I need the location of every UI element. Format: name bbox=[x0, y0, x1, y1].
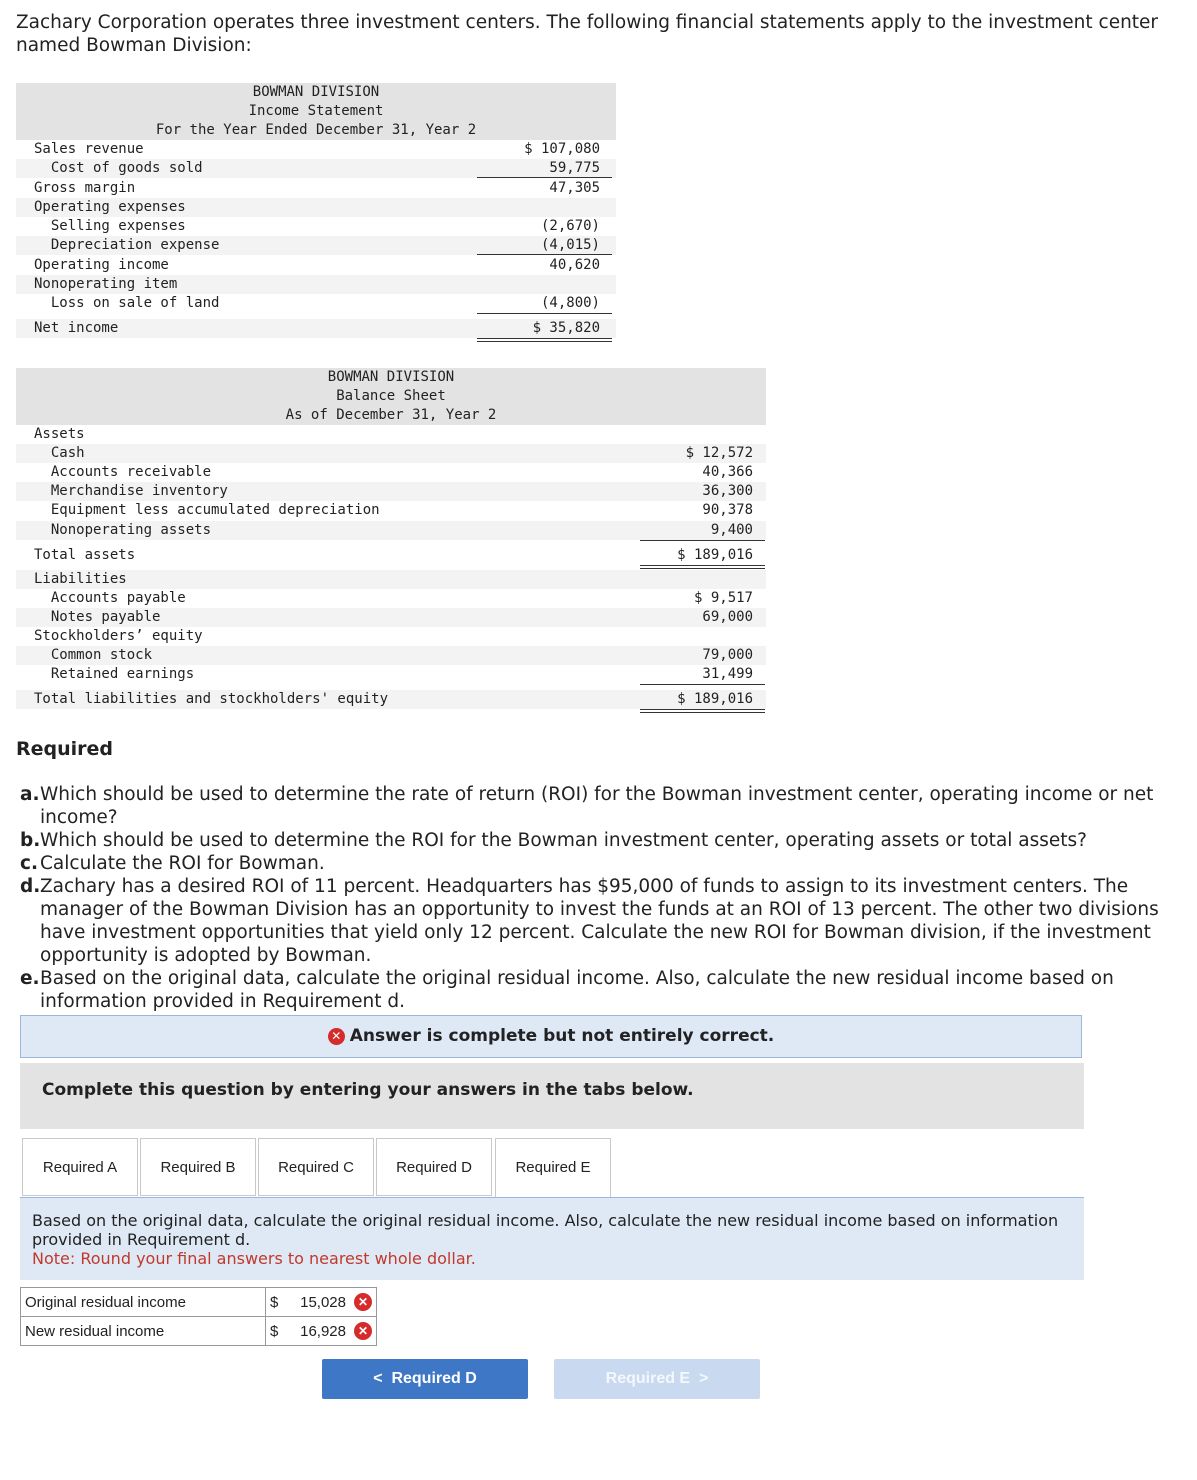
statement-label: Stockholders’ equity bbox=[34, 628, 203, 644]
chevron-right-icon: > bbox=[699, 1370, 709, 1387]
statement-label: Selling expenses bbox=[34, 218, 186, 234]
underline bbox=[640, 684, 765, 685]
double-underline bbox=[640, 709, 765, 713]
previous-required-d-button[interactable] bbox=[322, 1359, 528, 1399]
tab-required-b[interactable]: Required B bbox=[140, 1138, 256, 1196]
statement-label: Equipment less accumulated depreciation bbox=[34, 502, 380, 518]
chevron-left-icon: < bbox=[373, 1370, 383, 1387]
statement-label: Operating income bbox=[34, 257, 169, 273]
required-text: Which should be used to determine the ROI for the Bowman investment center, operating assets or total assets? bbox=[40, 830, 1088, 851]
statement-label: Retained earnings bbox=[34, 666, 195, 682]
answer-value: 15,028 bbox=[300, 1294, 346, 1311]
next-required-e-button[interactable] bbox=[554, 1359, 760, 1399]
statement-label: Cash bbox=[34, 445, 85, 461]
required-letter: d. bbox=[20, 876, 41, 897]
income-statement-period: For the Year Ended December 31, Year 2 bbox=[155, 122, 477, 138]
double-underline bbox=[477, 338, 612, 342]
statement-value: 69,000 bbox=[702, 609, 753, 625]
statement-label: Accounts payable bbox=[34, 590, 186, 606]
table-row bbox=[21, 1288, 377, 1317]
required-list bbox=[20, 783, 1170, 1013]
statement-row bbox=[16, 627, 766, 646]
double-underline bbox=[640, 565, 765, 569]
statement-row bbox=[16, 256, 616, 275]
statement-row bbox=[16, 159, 616, 178]
error-icon: ✕ bbox=[328, 1028, 345, 1045]
statement-label: Loss on sale of land bbox=[34, 295, 220, 311]
balance-sheet-period: As of December 31, Year 2 bbox=[285, 407, 497, 423]
balance-sheet-header bbox=[16, 368, 766, 425]
currency-symbol: $ bbox=[270, 1294, 279, 1311]
statement-value: $ 35,820 bbox=[532, 320, 600, 336]
tab-required-e[interactable]: Required E bbox=[495, 1138, 611, 1198]
statement-label: Merchandise inventory bbox=[34, 483, 228, 499]
answer-status-text: Answer is complete but not entirely correct. bbox=[349, 1026, 775, 1046]
new-residual-income-input[interactable] bbox=[266, 1317, 377, 1346]
statement-row bbox=[16, 217, 616, 236]
statement-label: Total liabilities and stockholders' equity bbox=[34, 691, 389, 707]
statement-label: Nonoperating assets bbox=[34, 522, 212, 538]
next-button-label: Required E bbox=[605, 1370, 691, 1387]
statement-row bbox=[16, 463, 766, 482]
intro-text: Zachary Corporation operates three investment centers. The following financial statements apply to the investment center named Bowman Division: bbox=[16, 12, 1159, 56]
statement-row bbox=[16, 589, 766, 608]
statement-value: 9,400 bbox=[710, 522, 753, 538]
statement-row bbox=[16, 665, 766, 684]
statement-value: $ 9,517 bbox=[693, 590, 753, 606]
statement-value: (4,015) bbox=[540, 237, 600, 253]
required-text: Which should be used to determine the rate of return (ROI) for the Bowman investment center, operating income or net income? bbox=[40, 784, 1154, 828]
required-item-b bbox=[20, 829, 1170, 852]
statement-label: Accounts receivable bbox=[34, 464, 212, 480]
statement-row bbox=[16, 482, 766, 501]
statement-row bbox=[16, 236, 616, 255]
tab-required-d[interactable]: Required D bbox=[376, 1138, 492, 1196]
statement-row bbox=[16, 140, 616, 159]
income-statement-header bbox=[16, 83, 616, 140]
statement-row bbox=[16, 198, 616, 217]
underline bbox=[477, 313, 612, 314]
statement-row bbox=[16, 444, 766, 463]
statement-value: 79,000 bbox=[702, 647, 753, 663]
statement-row bbox=[16, 319, 616, 338]
statement-row bbox=[16, 294, 616, 313]
table-row bbox=[21, 1317, 377, 1346]
required-item-c bbox=[20, 852, 1170, 875]
statement-label: Net income bbox=[34, 320, 119, 336]
statement-row bbox=[16, 425, 766, 444]
statement-value: 40,366 bbox=[702, 464, 753, 480]
underline bbox=[477, 177, 612, 178]
statement-label: Liabilities bbox=[34, 571, 127, 587]
statement-label: Cost of goods sold bbox=[34, 160, 203, 176]
statement-value: $ 189,016 bbox=[677, 547, 753, 563]
statement-row bbox=[16, 179, 616, 198]
statement-value: (2,670) bbox=[540, 218, 600, 234]
prev-button-label: Required D bbox=[391, 1370, 477, 1387]
incorrect-icon: ✕ bbox=[354, 1322, 372, 1340]
statement-value: 40,620 bbox=[549, 257, 600, 273]
statement-value: 90,378 bbox=[702, 502, 753, 518]
statement-value: 59,775 bbox=[549, 160, 600, 176]
statement-value: $ 12,572 bbox=[685, 445, 753, 461]
statement-label: Nonoperating item bbox=[34, 276, 178, 292]
required-heading: Required bbox=[16, 738, 114, 760]
currency-symbol: $ bbox=[270, 1323, 279, 1340]
statement-label: Sales revenue bbox=[34, 141, 144, 157]
statement-row bbox=[16, 608, 766, 627]
answer-label: New residual income bbox=[21, 1317, 266, 1346]
incorrect-icon: ✕ bbox=[354, 1293, 372, 1311]
statement-row bbox=[16, 546, 766, 565]
required-text: Based on the original data, calculate the original residual income. Also, calculate the new residual income based on information provided in Requirement d. bbox=[40, 968, 1114, 1012]
statement-row bbox=[16, 570, 766, 589]
required-item-a bbox=[20, 783, 1170, 829]
answer-table bbox=[20, 1287, 377, 1346]
statement-label: Operating expenses bbox=[34, 199, 186, 215]
required-letter: b. bbox=[20, 830, 41, 851]
statement-value: 36,300 bbox=[702, 483, 753, 499]
statement-row bbox=[16, 521, 766, 540]
balance-sheet-title: BOWMAN DIVISION bbox=[327, 369, 455, 385]
required-letter: a. bbox=[20, 784, 40, 805]
statement-row bbox=[16, 690, 766, 709]
instructions-text: Based on the original data, calculate the original residual income. Also, calculate the new residual income based on information provided in Requirement d. bbox=[32, 1211, 1059, 1249]
original-residual-income-input[interactable] bbox=[266, 1288, 377, 1317]
answer-label: Original residual income bbox=[21, 1288, 266, 1317]
statement-row bbox=[16, 501, 766, 520]
statement-label: Common stock bbox=[34, 647, 153, 663]
balance-sheet-subtitle: Balance Sheet bbox=[336, 388, 446, 404]
statement-row bbox=[16, 275, 616, 294]
required-item-e bbox=[20, 967, 1170, 1013]
statement-label: Total assets bbox=[34, 547, 136, 563]
underline bbox=[640, 540, 765, 541]
statement-label: Notes payable bbox=[34, 609, 161, 625]
required-letter: c. bbox=[20, 853, 38, 874]
statement-label: Assets bbox=[34, 426, 85, 442]
required-text: Zachary has a desired ROI of 11 percent. Headquarters has $95,000 of funds to assign to its investment centers. The manager of the Bowman Division has an opportunity to invest the funds at an ROI of 13 percent. The other two divisions have investment opportunities that yield only 12 percent. Calculate the new ROI for Bowman division, if the investment opportunity is adopted by Bowman. bbox=[40, 876, 1159, 966]
statement-value: $ 107,080 bbox=[524, 141, 600, 157]
answer-value: 16,928 bbox=[300, 1323, 346, 1340]
underline bbox=[477, 254, 612, 255]
statement-label: Gross margin bbox=[34, 180, 136, 196]
rounding-note: Note: Round your final answers to nearest whole dollar. bbox=[32, 1249, 476, 1268]
instructions-panel bbox=[20, 1198, 1084, 1280]
complete-prompt: Complete this question by entering your answers in the tabs below. bbox=[20, 1063, 1084, 1129]
tab-required-a[interactable]: Required A bbox=[22, 1138, 138, 1196]
statement-label: Depreciation expense bbox=[34, 237, 220, 253]
statement-value: 31,499 bbox=[702, 666, 753, 682]
tab-required-c[interactable]: Required C bbox=[258, 1138, 374, 1196]
answer-status-banner bbox=[20, 1015, 1082, 1058]
required-letter: e. bbox=[20, 968, 40, 989]
income-statement-title: BOWMAN DIVISION bbox=[252, 84, 380, 100]
statement-value: 47,305 bbox=[549, 180, 600, 196]
required-item-d bbox=[20, 875, 1170, 967]
statement-value: $ 189,016 bbox=[677, 691, 753, 707]
required-text: Calculate the ROI for Bowman. bbox=[40, 853, 325, 874]
statement-value: (4,800) bbox=[540, 295, 600, 311]
statement-row bbox=[16, 646, 766, 665]
income-statement-subtitle: Income Statement bbox=[248, 103, 384, 119]
